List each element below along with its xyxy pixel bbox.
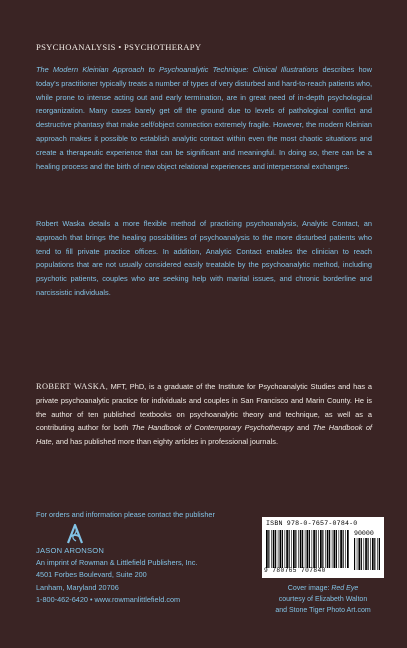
publisher-contact: 1-800-462-6420 • www.rowmanlittlefield.com (36, 594, 181, 604)
author-name: ROBERT WASKA (36, 382, 106, 391)
isbn-barcode (262, 517, 384, 578)
description-paragraph-2: Robert Waska details a more flexible method of practicing psychoanalysis, Analytic Contact, an approach that brings the healing possibilities of psychoanalysis to the more disturbed patients who tend to fill private practice offices. In addition, Analytic Contact enables the clinician to reach populations that are not usually considered easily treatable by the psychoanalytic method, including psychotic patients, couples who are seeking help with marital issues, and chronic borderline and narcissistic individuals. (36, 219, 372, 297)
category-label: PSYCHOANALYSIS • PSYCHOTHERAPY (36, 42, 202, 52)
handbook-title-1: The Handbook of Contemporary Psychotherapy (131, 423, 294, 433)
price-barcode-bars (354, 538, 380, 570)
description-text-1: describes how today's practitioner typically treats a number of types of very disturbed and hard-to-reach patients who, while prone to intense acting out and early termination, are in great need of in-depth psychological reorganization. Many cases barely get off the ground due to levels of pathological conflict and destructive phantasy that make self/object connection extremely fragile. However, the modern Kleinian approach makes it possible to establish analytic contact within even the most chaotic situations and create a therapeutic experience that can be significant and meaningful. In doing so, there can be a healing process and the birth of new object relational experiences and interpersonal exchanges. (36, 65, 372, 171)
book-title: The Modern Kleinian Approach to Psychoanalytic Technique: Clinical Illustrations (36, 65, 319, 74)
barcode-bars (266, 530, 350, 568)
publisher-imprint: An imprint of Rowman & Littlefield Publishers, Inc. (36, 558, 198, 568)
author-bio: ROBERT WASKA, MFT, PhD, is a graduate of the Institute for Psychoanalytic Studies and has a private psychoanalytic practice for individuals and couples in San Francisco and Marin County. He is the author of ten published textbooks on psychoanalytic theory and technique, as well as a contributing author for both The Handbook of Contemporary Psychotherapy and The Handbook of Hate, and has published more than eighty articles in professional journals. (36, 382, 373, 447)
description-paragraph-1 (36, 63, 372, 173)
publisher-address-2: Lanham, Maryland 20706 (36, 582, 119, 592)
publisher-logo-icon (66, 523, 84, 545)
orders-line: For orders and information please contact the publisher (36, 510, 215, 519)
publisher-name: JASON ARONSON (36, 546, 105, 555)
barcode-digits: 9 780765 707840 (264, 567, 326, 574)
publisher-address-1: 4501 Forbes Boulevard, Suite 200 (36, 570, 147, 580)
cover-credit: Cover image: Red Eye courtesy of Elizabeth Walton and Stone Tiger Photo Art.com (275, 585, 371, 614)
cover-image-title: Red Eye (331, 585, 359, 592)
price-code: 90000 (354, 530, 374, 537)
isbn-number: ISBN 978-0-7657-0784-0 (266, 520, 358, 527)
publisher-info (36, 545, 197, 606)
handbook-title-2: The Handbook of Hate (36, 423, 372, 447)
